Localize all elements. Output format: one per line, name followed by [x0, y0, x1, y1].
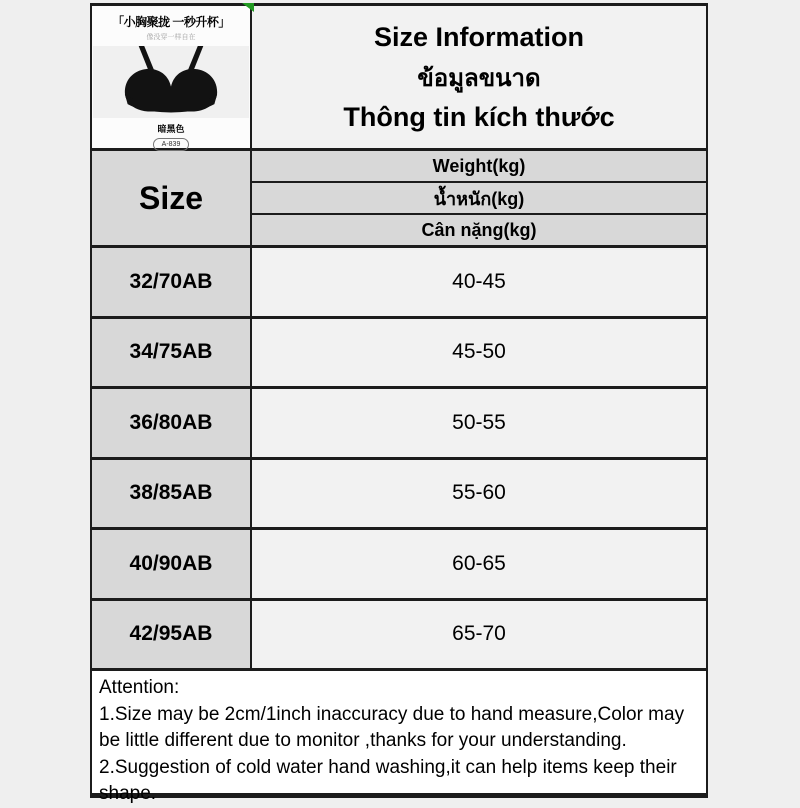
- product-subtitle: 像没穿一样自在: [146, 34, 196, 41]
- title-cell: [252, 6, 706, 148]
- weight-value: 60-65: [252, 530, 706, 598]
- attention-note-1: 1.Size may be 2cm/1inch inaccuracy due to hand measure,Color may be little different due to monitor ,thanks for your understanding.: [99, 703, 685, 751]
- table-row: [92, 248, 706, 319]
- attention-box: [92, 671, 706, 804]
- size-value: 38/85AB: [92, 460, 252, 528]
- size-column-header: Size: [92, 151, 252, 245]
- size-value: 32/70AB: [92, 248, 252, 316]
- table-row: [92, 601, 706, 672]
- title-thai: ข้อมูลขนาด: [417, 64, 541, 92]
- table-row: [92, 319, 706, 390]
- green-corner-flag: [242, 3, 254, 12]
- title-vietnamese: Thông tin kích thước: [343, 101, 615, 132]
- weight-value: 40-45: [252, 248, 706, 316]
- product-title: 「小胸聚拢 一秒升杯」: [112, 15, 230, 29]
- bra-image: [111, 46, 231, 118]
- header-band: [92, 6, 706, 151]
- table-row: [92, 389, 706, 460]
- attention-title: Attention:: [99, 677, 180, 698]
- weight-value: 55-60: [252, 460, 706, 528]
- product-card: [92, 6, 252, 148]
- size-value: 42/95AB: [92, 601, 252, 669]
- weight-header-en: Weight(kg): [252, 151, 706, 183]
- weight-value: 45-50: [252, 319, 706, 387]
- color-label: 暗黑色: [157, 124, 185, 134]
- size-value: 36/80AB: [92, 389, 252, 457]
- table-row: [92, 530, 706, 601]
- table-row: [92, 460, 706, 531]
- column-header-band: [92, 151, 706, 248]
- weight-header-th: น้ำหนัก(kg): [252, 183, 706, 215]
- size-value: 34/75AB: [92, 319, 252, 387]
- weight-value: 65-70: [252, 601, 706, 669]
- weight-header-vi: Cân nặng(kg): [252, 215, 706, 245]
- title-english: Size Information: [373, 21, 584, 52]
- weight-value: 50-55: [252, 389, 706, 457]
- weight-header-stack: [252, 151, 706, 245]
- attention-note-2: 2.Suggestion of cold water hand washing,it can help items keep their shape.: [99, 756, 677, 804]
- size-chart-sheet: [90, 3, 708, 804]
- sku-badge: A-839: [153, 138, 190, 151]
- product-photo: [93, 46, 249, 118]
- size-value: 40/90AB: [92, 530, 252, 598]
